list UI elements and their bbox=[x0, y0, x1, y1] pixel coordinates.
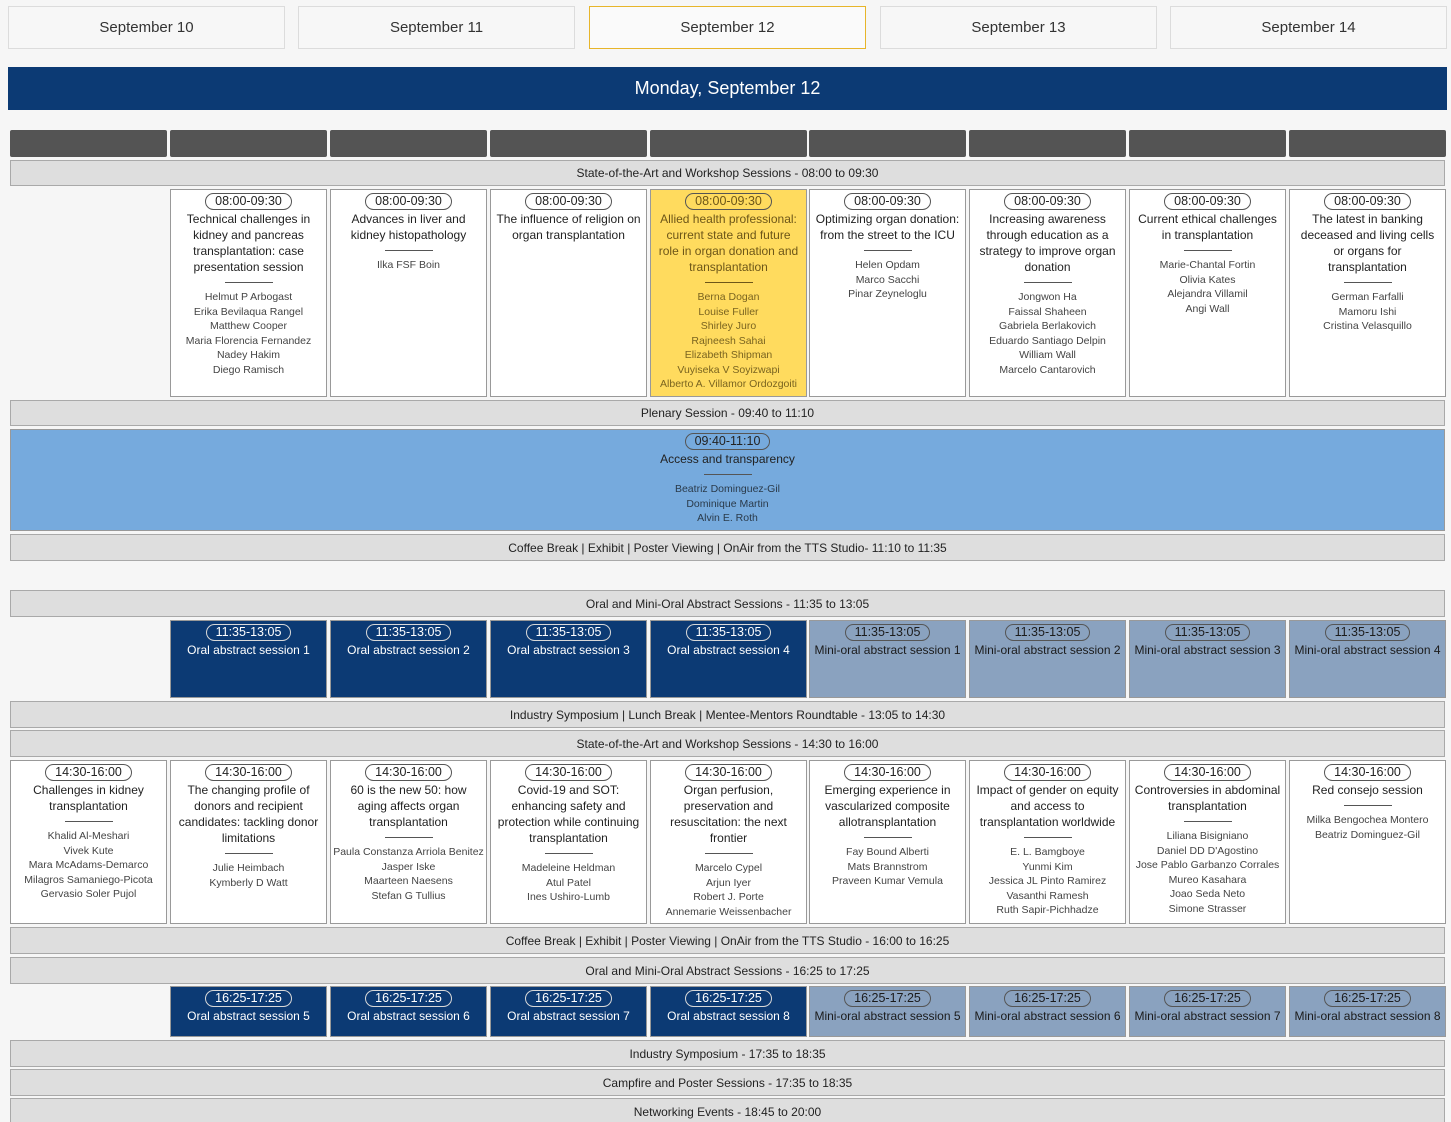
speaker-name: Helen Opdam bbox=[855, 259, 920, 271]
speaker-name: Fay Bound Alberti bbox=[846, 846, 929, 858]
session-time-badge: 08:00-09:30 bbox=[685, 193, 772, 210]
session-card[interactable] bbox=[650, 760, 807, 924]
session-card[interactable] bbox=[809, 760, 966, 924]
speaker-name: Yunmi Kim bbox=[1022, 860, 1073, 873]
session-card[interactable] bbox=[170, 189, 327, 397]
column-header-5 bbox=[650, 130, 807, 157]
speaker-name: Jasper Iske bbox=[381, 860, 436, 873]
speaker-name: Ines Ushiro-Lumb bbox=[527, 891, 610, 903]
speaker-name: Milka Bengochea Montero bbox=[1306, 814, 1429, 826]
speaker-name: Vivek Kute bbox=[63, 844, 114, 857]
session-card[interactable] bbox=[1289, 986, 1446, 1037]
session-card[interactable] bbox=[650, 189, 807, 397]
session-title: Controversies in abdominal transplantation bbox=[1134, 783, 1281, 813]
column-header-4 bbox=[490, 130, 647, 157]
speaker-name: Jose Pablo Garbanzo Corrales bbox=[1135, 859, 1280, 871]
speaker-name: Jongwon Ha bbox=[1018, 291, 1077, 303]
session-time-badge: 11:35-13:05 bbox=[206, 624, 292, 641]
column-header-6 bbox=[809, 130, 966, 157]
session-time-badge: 14:30-16:00 bbox=[1164, 764, 1251, 781]
divider bbox=[1344, 282, 1392, 283]
speaker-list bbox=[666, 861, 792, 919]
session-time-badge: 11:35-13:05 bbox=[1325, 624, 1411, 641]
speaker-name: Joao Seda Neto bbox=[1169, 888, 1246, 900]
session-time-badge: 16:25-17:25 bbox=[685, 990, 772, 1007]
column-header-8 bbox=[1129, 130, 1286, 157]
speaker-name: Mureo Kasahara bbox=[1168, 873, 1247, 886]
session-card[interactable] bbox=[969, 189, 1126, 397]
session-card[interactable] bbox=[1289, 760, 1446, 924]
session-card[interactable] bbox=[969, 620, 1126, 698]
speaker-name: Helmut P Arbogast bbox=[204, 291, 293, 303]
speaker-list bbox=[209, 861, 287, 890]
session-bar-afternoon-workshops: State-of-the-Art and Workshop Sessions - 14:30 to 16:00 bbox=[10, 730, 1445, 757]
speaker-name: Robert J. Porte bbox=[693, 891, 764, 903]
speaker-list bbox=[186, 290, 311, 377]
session-card[interactable] bbox=[1129, 986, 1286, 1037]
speaker-name: Eduardo Santiago Delpin bbox=[989, 334, 1106, 347]
session-title: Oral abstract session 6 bbox=[347, 1009, 470, 1023]
speaker-list bbox=[848, 258, 927, 302]
tab-sep-10[interactable]: September 10 bbox=[8, 6, 285, 49]
session-card[interactable] bbox=[809, 620, 966, 698]
column-header-9 bbox=[1289, 130, 1446, 157]
speaker-name: Nadey Hakim bbox=[216, 349, 280, 361]
session-card[interactable] bbox=[170, 620, 327, 698]
session-time-badge: 09:40-11:10 bbox=[685, 433, 771, 450]
session-card[interactable] bbox=[330, 620, 487, 698]
day-title-banner: Monday, September 12 bbox=[8, 67, 1447, 110]
speaker-name: Olivia Kates bbox=[1179, 273, 1236, 286]
session-time-badge: 14:30-16:00 bbox=[205, 764, 292, 781]
speaker-list bbox=[377, 258, 440, 273]
speaker-name: Maarteen Naesens bbox=[364, 875, 453, 887]
speaker-name: Maria Florencia Fernandez bbox=[185, 334, 312, 347]
session-card[interactable] bbox=[1129, 189, 1286, 397]
divider bbox=[225, 853, 273, 854]
column-header-7 bbox=[969, 130, 1126, 157]
session-title: Allied health professional: current state and future role in organ donation and transplantation bbox=[658, 212, 799, 274]
session-time-badge: 16:25-17:25 bbox=[1164, 990, 1251, 1007]
tab-sep-13[interactable]: September 13 bbox=[880, 6, 1157, 49]
speaker-name: Jessica JL Pinto Ramirez bbox=[988, 875, 1107, 887]
session-title: Mini-oral abstract session 4 bbox=[1294, 643, 1441, 657]
session-card[interactable] bbox=[1289, 189, 1446, 397]
session-title: Technical challenges in kidney and pancreas transplantation: case presentation session bbox=[186, 212, 311, 274]
speaker-name: Alberto A. Villamor Ordozgoiti bbox=[660, 378, 797, 390]
session-time-badge: 08:00-09:30 bbox=[844, 193, 931, 210]
session-time-badge: 16:25-17:25 bbox=[844, 990, 931, 1007]
speaker-name: Milagros Samaniego-Picota bbox=[24, 873, 153, 886]
speaker-name: Gervasio Soler Pujol bbox=[40, 888, 137, 900]
session-card[interactable] bbox=[490, 760, 647, 924]
speaker-name: Liliana Bisigniano bbox=[1166, 830, 1249, 842]
session-time-badge: 16:25-17:25 bbox=[1004, 990, 1091, 1007]
divider bbox=[864, 837, 912, 838]
speaker-name: Madeleine Heldman bbox=[521, 862, 616, 874]
speaker-name: Alvin E. Roth bbox=[697, 512, 758, 524]
speaker-name: Paula Constanza Arriola Benitez bbox=[333, 846, 484, 858]
speaker-name: Erika Bevilaqua Rangel bbox=[193, 305, 304, 318]
session-title: Mini-oral abstract session 6 bbox=[974, 1009, 1121, 1023]
divider bbox=[705, 282, 753, 283]
session-card[interactable] bbox=[490, 986, 647, 1037]
session-time-badge: 11:35-13:05 bbox=[686, 624, 772, 641]
session-card[interactable] bbox=[170, 986, 327, 1037]
session-bar-campfire: Campfire and Poster Sessions - 17:35 to 18:35 bbox=[10, 1069, 1445, 1096]
session-title: Mini-oral abstract session 8 bbox=[1294, 1009, 1441, 1023]
tab-sep-12[interactable]: September 12 bbox=[589, 6, 866, 49]
column-header-3 bbox=[330, 130, 487, 157]
session-time-badge: 08:00-09:30 bbox=[1324, 193, 1411, 210]
divider bbox=[1344, 805, 1392, 806]
divider bbox=[705, 853, 753, 854]
session-title: Optimizing organ donation: from the street to the ICU bbox=[815, 212, 960, 242]
divider bbox=[1024, 837, 1072, 838]
speaker-name: Vuyiseka V Soyizwapi bbox=[677, 363, 780, 376]
session-time-badge: 16:25-17:25 bbox=[1324, 990, 1411, 1007]
speaker-name: Faissal Shaheen bbox=[1008, 305, 1087, 318]
session-title: Increasing awareness through education as a strategy to improve organ donation bbox=[979, 212, 1116, 274]
speaker-name: Marcelo Cypel bbox=[694, 862, 763, 874]
session-time-badge: 14:30-16:00 bbox=[525, 764, 612, 781]
session-title: Mini-oral abstract session 5 bbox=[814, 1009, 961, 1023]
session-card[interactable] bbox=[1289, 620, 1446, 698]
speaker-name: Arjun Iyer bbox=[706, 876, 751, 889]
session-title: The influence of religion on organ transplantation bbox=[496, 212, 641, 242]
session-card[interactable] bbox=[490, 620, 647, 698]
speaker-name: Marie-Chantal Fortin bbox=[1159, 259, 1256, 271]
speaker-name: Cristina Velasquillo bbox=[1323, 320, 1412, 332]
speaker-list bbox=[24, 829, 152, 902]
session-time-badge: 14:30-16:00 bbox=[844, 764, 931, 781]
session-bar-plenary: Plenary Session - 09:40 to 11:10 bbox=[10, 400, 1445, 426]
session-card[interactable] bbox=[1129, 760, 1286, 924]
session-card[interactable] bbox=[809, 189, 966, 397]
session-title: The latest in banking deceased and living cells or organs for transplantation bbox=[1300, 212, 1435, 274]
speaker-name: Vasanthi Ramesh bbox=[1006, 889, 1089, 902]
speaker-list bbox=[1307, 813, 1429, 842]
column-header-1 bbox=[10, 130, 167, 157]
speaker-name: Kymberly D Watt bbox=[209, 876, 288, 889]
speaker-list bbox=[660, 290, 797, 392]
plenary-session-card[interactable] bbox=[10, 429, 1445, 531]
session-title: Organ perfusion, preservation and resuscitation: the next frontier bbox=[670, 783, 787, 845]
session-bar-morning-workshops: State-of-the-Art and Workshop Sessions - 08:00 to 09:30 bbox=[10, 160, 1445, 186]
speaker-list bbox=[522, 861, 615, 905]
session-time-badge: 08:00-09:30 bbox=[1164, 193, 1251, 210]
session-time-badge: 08:00-09:30 bbox=[205, 193, 292, 210]
session-title: Red consejo session bbox=[1312, 783, 1423, 797]
session-card[interactable] bbox=[650, 986, 807, 1037]
speaker-list bbox=[333, 845, 484, 903]
session-card[interactable] bbox=[330, 986, 487, 1037]
speaker-name: Rajneesh Sahai bbox=[691, 334, 766, 347]
speaker-name: Atul Patel bbox=[546, 876, 591, 889]
session-time-badge: 08:00-09:30 bbox=[365, 193, 452, 210]
session-title: Oral abstract session 7 bbox=[507, 1009, 630, 1023]
divider bbox=[864, 250, 912, 251]
session-time-badge: 11:35-13:05 bbox=[1165, 624, 1251, 641]
session-bar-abstract-2: Oral and Mini-Oral Abstract Sessions - 16:25 to 17:25 bbox=[10, 957, 1445, 984]
session-time-badge: 11:35-13:05 bbox=[366, 624, 452, 641]
session-bar-networking: Networking Events - 18:45 to 20:00 bbox=[10, 1098, 1445, 1122]
session-time-badge: 08:00-09:30 bbox=[525, 193, 612, 210]
speaker-name: Alejandra Villamil bbox=[1167, 288, 1248, 300]
speaker-name: Mara McAdams-Demarco bbox=[28, 859, 149, 871]
divider bbox=[65, 821, 113, 822]
session-time-badge: 16:25-17:25 bbox=[525, 990, 612, 1007]
session-title: The changing profile of donors and recipient candidates: tackling donor limitations bbox=[178, 783, 319, 845]
session-card[interactable] bbox=[809, 986, 966, 1037]
session-title: Challenges in kidney transplantation bbox=[33, 783, 144, 813]
speaker-name: Dominique Martin bbox=[686, 497, 769, 510]
session-title: Mini-oral abstract session 1 bbox=[814, 643, 961, 657]
speaker-name: German Farfalli bbox=[1331, 291, 1404, 303]
session-card[interactable] bbox=[10, 760, 167, 924]
session-time-badge: 14:30-16:00 bbox=[685, 764, 772, 781]
speaker-name: Mamoru Ishi bbox=[1338, 305, 1397, 318]
session-title: 60 is the new 50: how aging affects organ transplantation bbox=[350, 783, 467, 829]
speaker-name: Stefan G Tullius bbox=[371, 889, 446, 902]
session-time-badge: 14:30-16:00 bbox=[1324, 764, 1411, 781]
session-card[interactable] bbox=[330, 760, 487, 924]
session-time-badge: 14:30-16:00 bbox=[45, 764, 132, 781]
session-title: Impact of gender on equity and access to transplantation worldwide bbox=[976, 783, 1119, 829]
session-bar-industry-symposium: Industry Symposium - 17:35 to 18:35 bbox=[10, 1040, 1445, 1067]
divider bbox=[385, 250, 433, 251]
speaker-name: Beatriz Dominguez-Gil bbox=[1314, 828, 1421, 841]
session-card[interactable] bbox=[490, 189, 647, 397]
session-card[interactable] bbox=[969, 986, 1126, 1037]
speaker-name: Khalid Al-Meshari bbox=[47, 830, 130, 842]
column-header-2 bbox=[170, 130, 327, 157]
session-title: Mini-oral abstract session 2 bbox=[974, 643, 1121, 657]
session-title: Oral abstract session 4 bbox=[667, 643, 790, 657]
session-title: Advances in liver and kidney histopathology bbox=[350, 212, 467, 242]
divider bbox=[704, 474, 752, 475]
session-bar-lunch: Industry Symposium | Lunch Break | Mentee-Mentors Roundtable - 13:05 to 14:30 bbox=[10, 701, 1445, 728]
divider bbox=[545, 853, 593, 854]
speaker-name: William Wall bbox=[1019, 349, 1076, 361]
speaker-name: Elizabeth Shipman bbox=[684, 349, 773, 361]
divider bbox=[1024, 282, 1072, 283]
session-title: Access and transparency bbox=[660, 452, 795, 466]
speaker-name: Matthew Cooper bbox=[209, 320, 288, 332]
speaker-name: Berna Dogan bbox=[697, 291, 760, 303]
speaker-list bbox=[1323, 290, 1412, 334]
session-time-badge: 14:30-16:00 bbox=[1004, 764, 1091, 781]
speaker-list bbox=[1160, 258, 1256, 316]
session-title: Mini-oral abstract session 7 bbox=[1134, 1009, 1281, 1023]
session-title: Covid-19 and SOT: enhancing safety and protection while continuing transplantation bbox=[497, 783, 640, 845]
speaker-list bbox=[675, 482, 780, 526]
divider bbox=[1184, 821, 1232, 822]
session-card[interactable] bbox=[330, 189, 487, 397]
divider bbox=[385, 837, 433, 838]
speaker-list bbox=[989, 290, 1106, 377]
speaker-name: Marcelo Cantarovich bbox=[999, 363, 1096, 376]
divider bbox=[1184, 250, 1232, 251]
speaker-name: Mats Brannstrom bbox=[847, 860, 928, 873]
session-title: Oral abstract session 8 bbox=[667, 1009, 790, 1023]
session-time-badge: 11:35-13:05 bbox=[845, 624, 931, 641]
speaker-list bbox=[1136, 829, 1280, 916]
speaker-list bbox=[832, 845, 943, 889]
speaker-name: Diego Ramisch bbox=[212, 363, 285, 376]
session-bar-abstract-1: Oral and Mini-Oral Abstract Sessions - 11:35 to 13:05 bbox=[10, 590, 1445, 617]
speaker-name: Beatriz Dominguez-Gil bbox=[674, 483, 781, 495]
session-card[interactable] bbox=[1129, 620, 1286, 698]
speaker-name: E. L. Bamgboye bbox=[1010, 846, 1085, 858]
session-bar-coffee-break-1: Coffee Break | Exhibit | Poster Viewing | OnAir from the TTS Studio- 11:10 to 11:35 bbox=[10, 534, 1445, 561]
session-title: Oral abstract session 2 bbox=[347, 643, 470, 657]
speaker-name: Simone Strasser bbox=[1168, 902, 1247, 915]
session-time-badge: 11:35-13:05 bbox=[1005, 624, 1091, 641]
session-bar-coffee-break-2: Coffee Break | Exhibit | Poster Viewing | OnAir from the TTS Studio - 16:00 to 16:25 bbox=[10, 927, 1445, 954]
session-time-badge: 16:25-17:25 bbox=[205, 990, 292, 1007]
speaker-name: Julie Heimbach bbox=[212, 862, 285, 874]
session-title: Oral abstract session 5 bbox=[187, 1009, 310, 1023]
session-title: Mini-oral abstract session 3 bbox=[1134, 643, 1281, 657]
session-time-badge: 14:30-16:00 bbox=[365, 764, 452, 781]
session-time-badge: 16:25-17:25 bbox=[365, 990, 452, 1007]
speaker-name: Ilka FSF Boin bbox=[376, 259, 441, 271]
session-title: Current ethical challenges in transplantation bbox=[1138, 212, 1277, 242]
speaker-name: Angi Wall bbox=[1185, 302, 1230, 315]
speaker-name: Daniel DD D'Agostino bbox=[1156, 844, 1259, 857]
session-title: Oral abstract session 1 bbox=[187, 643, 310, 657]
session-title: Oral abstract session 3 bbox=[507, 643, 630, 657]
divider bbox=[225, 282, 273, 283]
session-card[interactable] bbox=[170, 760, 327, 924]
speaker-name: Louise Fuller bbox=[698, 305, 759, 318]
speaker-name: Praveen Kumar Vemula bbox=[832, 875, 943, 887]
speaker-name: Gabriela Berlakovich bbox=[999, 320, 1096, 332]
session-time-badge: 11:35-13:05 bbox=[526, 624, 612, 641]
speaker-name: Pinar Zeyneloglu bbox=[848, 288, 927, 300]
speaker-name: Annemarie Weissenbacher bbox=[665, 905, 792, 918]
tab-sep-14[interactable]: September 14 bbox=[1170, 6, 1447, 49]
speaker-name: Marco Sacchi bbox=[855, 273, 920, 286]
speaker-name: Shirley Juro bbox=[700, 320, 757, 332]
session-time-badge: 08:00-09:30 bbox=[1004, 193, 1091, 210]
session-card[interactable] bbox=[969, 760, 1126, 924]
speaker-list bbox=[989, 845, 1106, 918]
tab-sep-11[interactable]: September 11 bbox=[298, 6, 575, 49]
speaker-name: Ruth Sapir-Pichhadze bbox=[996, 904, 1099, 916]
session-title: Emerging experience in vascularized composite allotransplantation bbox=[824, 783, 951, 829]
session-card[interactable] bbox=[650, 620, 807, 698]
